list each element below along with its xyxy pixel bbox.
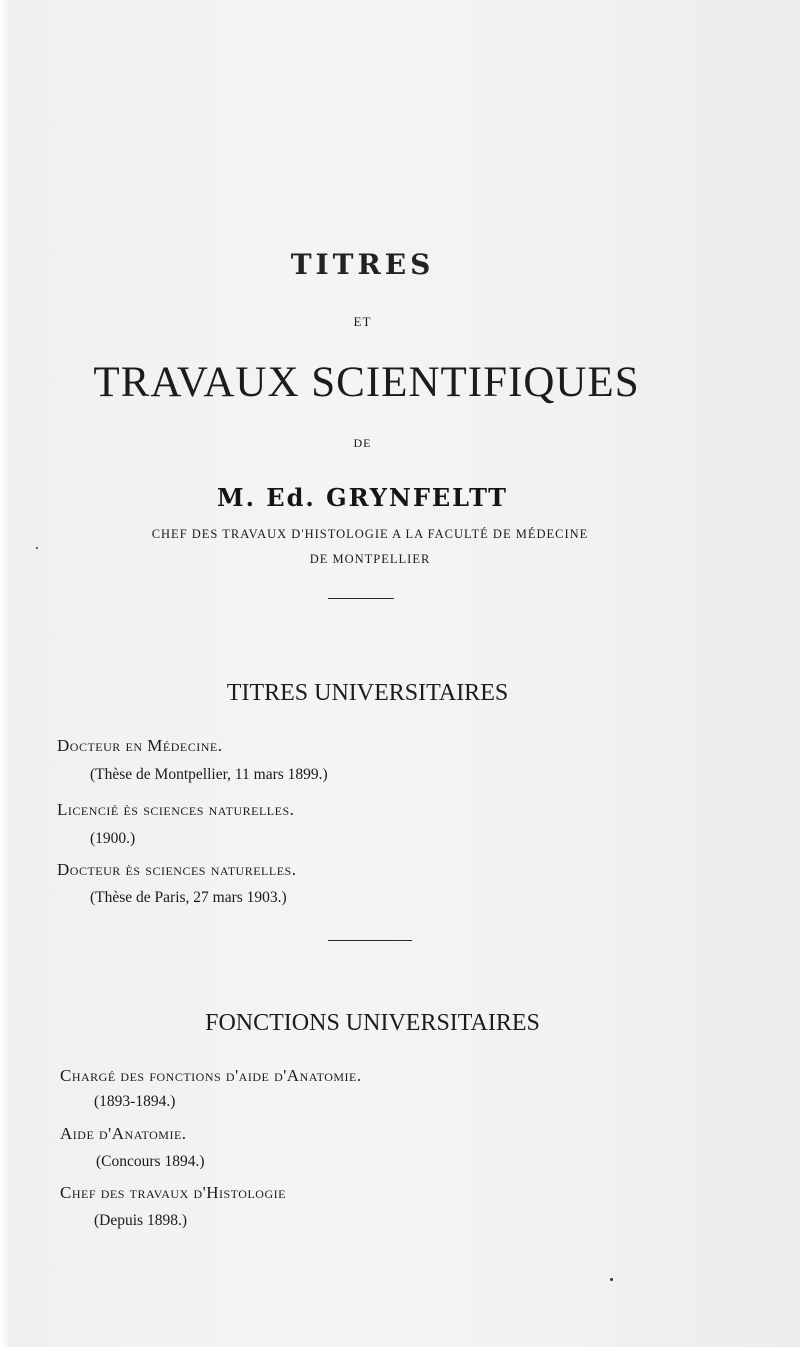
entry-detail: (1893-1894.) (94, 1093, 176, 1110)
entry-detail: (Depuis 1898.) (94, 1212, 187, 1229)
ink-speck (610, 1278, 613, 1281)
author-affiliation-line1: CHEF DES TRAVAUX D'HISTOLOGIE A LA FACULTÉ DE MÉDECINE (151, 527, 589, 541)
heading-de: DE (353, 436, 372, 450)
entry-detail: (Thèse de Montpellier, 11 mars 1899.) (90, 766, 328, 783)
ink-speck (36, 547, 38, 549)
heading-et: ET (353, 314, 372, 329)
entry-detail: (Concours 1894.) (96, 1153, 205, 1170)
entry-label: Chargé des fonctions d'aide d'Anatomie. (60, 1066, 362, 1085)
section-title-titres-universitaires: TITRES UNIVERSITAIRES (226, 680, 509, 706)
entry-detail: (Thèse de Paris, 27 mars 1903.) (90, 889, 287, 906)
entry-label: Docteur ès sciences naturelles. (57, 860, 297, 879)
heading-travaux-scientifiques: TRAVAUX SCIENTIFIQUES (93, 359, 640, 406)
entry-label: Chef des travaux d'Histologie (60, 1183, 286, 1202)
author-affiliation-line2: DE MONTPELLIER (309, 552, 431, 566)
entry-label: Docteur en Médecine. (57, 736, 223, 755)
divider-rule (328, 598, 394, 599)
section-title-fonctions-universitaires: FONCTIONS UNIVERSITAIRES (205, 1010, 540, 1036)
entry-label: Licencié ès sciences naturelles. (57, 800, 295, 819)
divider-rule (328, 940, 412, 941)
author-name: M. Ed. GRYNFELTT (217, 483, 508, 512)
entry-detail: (1900.) (90, 830, 136, 847)
entry-label: Aide d'Anatomie. (60, 1124, 187, 1143)
heading-titres: TITRES (290, 248, 435, 281)
